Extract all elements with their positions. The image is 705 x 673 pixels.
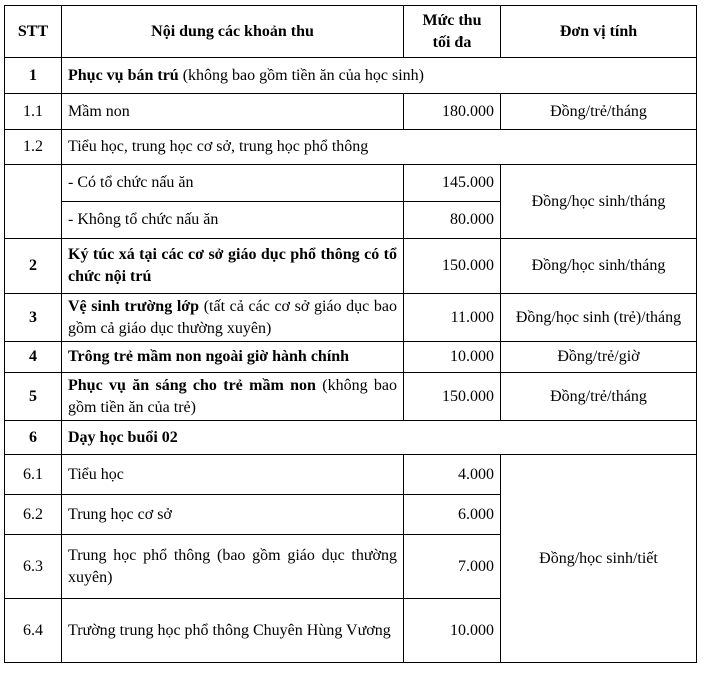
row-content: Tiểu học — [62, 455, 404, 495]
row-stt: 5 — [5, 373, 62, 421]
row-title: Vệ sinh trường lớp — [68, 297, 200, 315]
row-content — [62, 294, 404, 342]
row-unit: Đồng/học sinh/tiết — [501, 455, 697, 663]
row-stt: 6.2 — [5, 495, 62, 535]
table-row — [5, 342, 697, 373]
row-amount: 10.000 — [404, 342, 501, 373]
fee-table — [4, 5, 697, 663]
row-stt: 4 — [5, 342, 62, 373]
row-unit: Đồng/học sinh/tháng — [501, 239, 697, 294]
row-title: Phục vụ ăn sáng cho trẻ mầm non — [68, 376, 316, 394]
row-content: Trường trung học phổ thông Chuyên Hùng Vương — [62, 599, 404, 663]
row-stt: 1 — [5, 58, 62, 94]
row-unit: Đồng/trẻ/tháng — [501, 94, 697, 130]
header-unit: Đơn vị tính — [501, 6, 697, 58]
row-content: Trung học cơ sở — [62, 495, 404, 535]
row-note: (không bao gồm tiền ăn của trẻ) — [68, 376, 397, 416]
row-amount: 145.000 — [404, 165, 501, 202]
header-stt: STT — [5, 6, 62, 58]
row-note: (tất cả các cơ sở giáo dục bao gồm cả giáo dục thường xuyên) — [68, 297, 397, 337]
row-amount: 150.000 — [404, 239, 501, 294]
row-stt-empty — [5, 165, 62, 239]
row-stt: 6.3 — [5, 535, 62, 599]
row-stt: 3 — [5, 294, 62, 342]
row-unit: Đồng/học sinh/tháng — [501, 165, 697, 239]
row-note: (không bao gồm tiền ăn của học sinh) — [178, 66, 424, 84]
row-unit: Đồng/học sinh (trẻ)/tháng — [501, 294, 697, 342]
row-amount: 4.000 — [404, 455, 501, 495]
row-amount: 10.000 — [404, 599, 501, 663]
row-content — [62, 58, 697, 94]
row-title: Trông trẻ mầm non ngoài giờ hành chính — [62, 342, 404, 373]
header-max-fee — [404, 6, 501, 58]
header-content: Nội dung các khoản thu — [62, 6, 404, 58]
row-stt: 6 — [5, 421, 62, 455]
table-row — [5, 421, 697, 455]
row-title: Ký túc xá tại các cơ sở giáo dục phổ thông có tổ chức nội trú — [62, 239, 404, 294]
row-amount: 180.000 — [404, 94, 501, 130]
table-row — [5, 455, 697, 495]
table-row — [5, 294, 697, 342]
table-row — [5, 373, 697, 421]
header-max-fee-line2: tối đa — [432, 33, 472, 51]
row-content: - Có tổ chức nấu ăn — [62, 165, 404, 202]
row-amount: 7.000 — [404, 535, 501, 599]
row-amount: 80.000 — [404, 202, 501, 239]
table-row — [5, 94, 697, 130]
row-content: Mầm non — [62, 94, 404, 130]
row-stt: 6.1 — [5, 455, 62, 495]
header-max-fee-line1: Mức thu — [422, 11, 482, 29]
row-amount: 150.000 — [404, 373, 501, 421]
row-content: Trung học phổ thông (bao gồm giáo dục thường xuyên) — [62, 535, 404, 599]
table-row — [5, 58, 697, 94]
row-stt: 1.1 — [5, 94, 62, 130]
header-row — [5, 6, 697, 58]
row-title: Dạy học buổi 02 — [62, 421, 697, 455]
row-stt: 2 — [5, 239, 62, 294]
row-content — [62, 373, 404, 421]
table-row — [5, 239, 697, 294]
table-row — [5, 165, 697, 202]
row-title: Phục vụ bán trú — [68, 66, 179, 84]
row-stt: 1.2 — [5, 130, 62, 165]
row-content: Tiểu học, trung học cơ sở, trung học phổ thông — [62, 130, 697, 165]
row-unit: Đồng/trẻ/tháng — [501, 373, 697, 421]
row-amount: 11.000 — [404, 294, 501, 342]
row-amount: 6.000 — [404, 495, 501, 535]
row-content: - Không tổ chức nấu ăn — [62, 202, 404, 239]
table-row — [5, 130, 697, 165]
row-stt: 6.4 — [5, 599, 62, 663]
row-unit: Đồng/trẻ/giờ — [501, 342, 697, 373]
